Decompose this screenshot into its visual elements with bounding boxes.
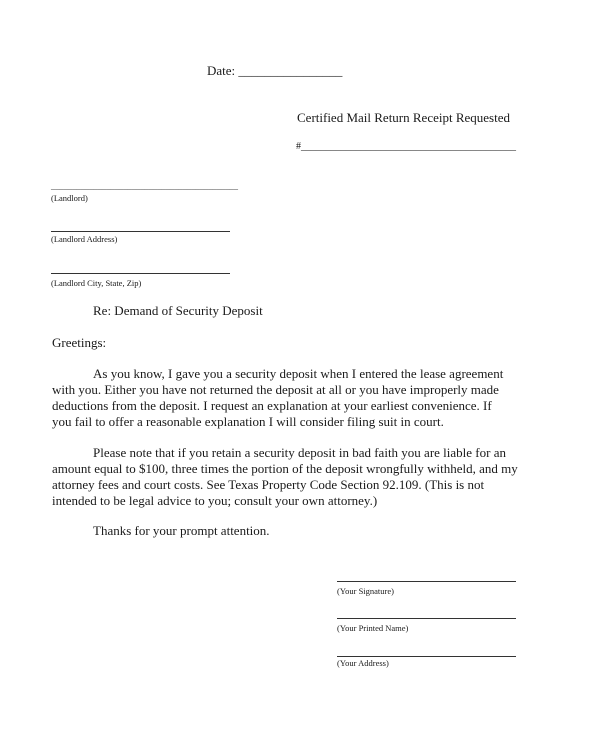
landlord-label: (Landlord)	[51, 193, 88, 203]
paragraph-2	[52, 445, 552, 509]
landlord-address-label: (Landlord Address)	[51, 234, 118, 244]
paragraph-2-line: amount equal to $100, three times the portion of the deposit wrongfully withheld, and my	[52, 461, 518, 476]
closing-line: Thanks for your prompt attention.	[93, 523, 270, 538]
your-address-line	[337, 656, 516, 657]
signature-line	[337, 581, 516, 582]
paragraph-1-line: with you. Either you have not returned the deposit at all or you have improperly made	[52, 382, 499, 397]
subject-line: Re: Demand of Security Deposit	[93, 303, 263, 318]
date-label: Date:	[207, 63, 236, 78]
paragraph-2-line: attorney fees and court costs. See Texas Property Code Section 92.109. (This is not	[52, 477, 485, 492]
paragraph-1-line: you fail to offer a reasonable explanation I will consider filing suit in court.	[52, 414, 444, 429]
signature-label: (Your Signature)	[337, 586, 394, 596]
landlord-address-line	[51, 231, 230, 232]
printed-name-line	[337, 618, 516, 619]
landlord-city-line	[51, 273, 230, 274]
greeting: Greetings:	[52, 335, 107, 350]
date-blank: ________________	[238, 63, 343, 78]
paragraph-1	[52, 366, 552, 430]
paragraph-2-line: Please note that if you retain a security deposit in bad faith you are liable for an	[93, 445, 506, 460]
paragraph-1-line: As you know, I gave you a security deposit when I entered the lease agreement	[93, 366, 504, 381]
date-field	[207, 63, 342, 79]
your-address-label: (Your Address)	[337, 658, 389, 668]
certified-mail-notice: Certified Mail Return Receipt Requested	[297, 110, 510, 125]
landlord-dashes: ____________________________________________	[51, 181, 238, 191]
paragraph-2-line: intended to be legal advice to you; consult your own attorney.)	[52, 493, 378, 508]
landlord-city-label: (Landlord City, State, Zip)	[51, 278, 142, 288]
paragraph-1-line: deductions from the deposit. I request an explanation at your earliest convenience. If	[52, 398, 492, 413]
tracking-number-field: #___________________________________________	[296, 141, 516, 152]
printed-name-label: (Your Printed Name)	[337, 623, 409, 633]
